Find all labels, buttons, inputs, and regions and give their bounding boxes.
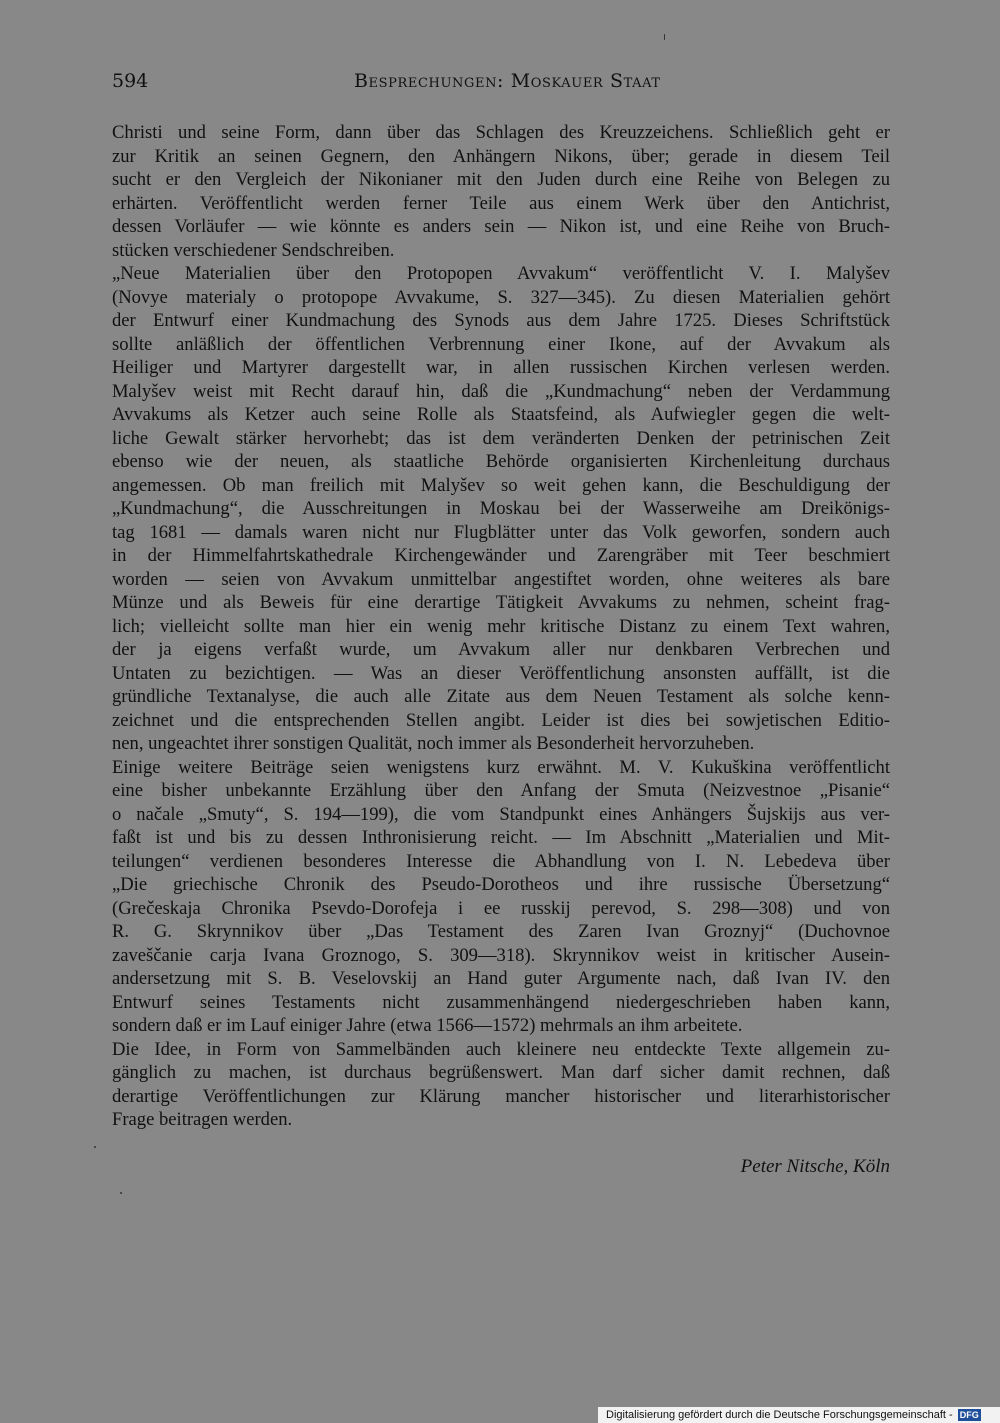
text-line: sondern daß er im Lauf einiger Jahre (etwa 1566—1572) mehrmals an ihm arbeitete. (112, 1015, 743, 1036)
text-line: angemessen. Ob man freilich mit Malyšev so weit gehen kann, die Beschuldigung der (112, 474, 890, 496)
text-line: Einige weitere Beiträge seien wenigstens kurz erwähnt. M. V. Kukuškina veröffentlicht (112, 756, 890, 778)
text-line: (Grečeskaja Chronika Psevdo-Dorofeja i ee russkij perevod, S. 298—308) und von (112, 897, 890, 919)
text-line: derartige Veröffentlichungen zur Klärung mancher historischer und literarhistorischer (112, 1085, 890, 1107)
running-head: Besprechungen: Moskauer Staat (354, 70, 661, 92)
text-line: tag 1681 — damals waren nicht nur Flugblätter unter das Volk geworfen, sondern auch (112, 521, 890, 543)
scan-mark (664, 34, 665, 40)
text-line: Münze und als Beweis für eine derartige Tätigkeit Avvakums zu nehmen, scheint frag- (112, 592, 890, 613)
text-line: ebenso wie der neuen, als staatliche Behörde organisierten Kirchenleitung durchaus (112, 451, 890, 472)
text-line: stücken verschiedener Sendschreiben. (112, 239, 395, 261)
text-line: sollte anläßlich der öffentlichen Verbrennung einer Ikone, auf der Avvakum als (112, 333, 890, 355)
text-line: (Novye materialy o protopope Avvakume, S. 327—345). Zu diesen Materialien gehört (112, 286, 890, 308)
scan-speck (120, 1192, 122, 1194)
text-line: nen, ungeachtet ihrer sonstigen Qualität, noch immer als Besonderheit hervorzuheben. (112, 733, 755, 754)
text-line: zeichnet und die entsprechenden Stellen angibt. Leider ist dies bei sowjetischen Editio- (112, 709, 890, 731)
dfg-logo-icon[interactable]: DFG (959, 1410, 979, 1421)
text-line: Malyšev weist mit Recht darauf hin, daß die „Kundmachung“ neben der Verdammung (112, 380, 890, 402)
text-line: Heiliger und Martyrer dargestellt war, in allen russischen Kirchen verlesen werden. (112, 357, 890, 378)
scan-speck (94, 1146, 96, 1148)
text-line: teilungen“ verdienen besonderes Interesse die Abhandlung von I. N. Lebedeva über (112, 850, 890, 872)
text-line: Frage beitragen werden. (112, 1109, 293, 1130)
text-line: Untaten zu bezichtigen. — Was an dieser Veröffentlichung ansonsten auffällt, ist die (112, 662, 890, 684)
text-line: dessen Vorläufer — wie könnte es anders sein — Nikon ist, und eine Reihe von Bruch- (112, 216, 890, 237)
text-line: der Entwurf einer Kundmachung des Synods aus dem Jahre 1725. Dieses Schriftstück (112, 310, 890, 331)
review-signature: Peter Nitsche, Köln (740, 1156, 890, 1177)
text-line: „Kundmachung“, die Ausschreitungen in Moskau bei der Wasserweihe am Dreikönigs- (112, 498, 890, 519)
text-line: Christi und seine Form, dann über das Schlagen des Kreuzzeichens. Schließlich geht er (112, 122, 890, 143)
text-line: gründliche Textanalyse, die auch alle Zitate aus dem Neuen Testament als solche kenn- (112, 686, 890, 707)
text-line: worden — seien von Avvakum unmittelbar angestiftet worden, ohne weiteres als bare (112, 568, 890, 590)
text-line: eine bisher unbekannte Erzählung über den Anfang der Smuta (Neizvestnoe „Pisanie“ (112, 780, 890, 801)
text-line: gänglich zu machen, ist durchaus begrüßenswert. Man darf sicher damit rechnen, daß (112, 1062, 890, 1083)
text-line: sucht er den Vergleich der Nikonianer mit den Juden durch eine Reihe von Belegen zu (112, 169, 890, 190)
text-line: o načale „Smuty“, S. 194—199), die vom Standpunkt eines Anhängers Šujskijs aus ver- (112, 803, 890, 825)
text-line: Die Idee, in Form von Sammelbänden auch kleinere neu entdeckte Texte allgemein zu- (112, 1038, 890, 1060)
text-line: R. G. Skrynnikov über „Das Testament des Zaren Ivan Groznyj“ (Duchovnoe (112, 921, 890, 942)
text-line: andersetzung mit S. B. Veselovskij an Hand guter Argumente nach, daß Ivan IV. den (112, 968, 890, 989)
text-line: Avvakums als Ketzer auch seine Rolle als Staatsfeind, als Aufwiegler gegen die welt- (112, 404, 890, 425)
text-line: Entwurf seines Testaments nicht zusammenhängend niedergeschrieben haben kann, (112, 991, 890, 1013)
text-line: liche Gewalt stärker hervorhebt; das ist dem veränderten Denken der petrinischen Zeit (112, 427, 890, 449)
text-line: lich; vielleicht sollte man hier ein wenig mehr kritische Distanz zu einem Text wahren, (112, 615, 890, 637)
text-line: „Die griechische Chronik des Pseudo-Dorotheos und ihre russische Übersetzung“ (112, 874, 890, 895)
text-line: der ja eigens verfaßt wurde, um Avvakum aller nur denkbaren Verbrechen und (112, 639, 890, 660)
body-text (112, 121, 890, 1132)
text-line: zaveščanie carja Ivana Groznogo, S. 309—318). Skrynnikov weist in kritischer Ausein- (112, 944, 890, 966)
text-line: in der Himmelfahrtskathedrale Kirchengewänder und Zarengräber mit Teer beschmiert (112, 545, 890, 566)
text-line: „Neue Materialien über den Protopopen Avvakum“ veröffentlicht V. I. Malyšev (112, 263, 890, 284)
text-line: erhärten. Veröffentlicht werden ferner Teile aus einem Werk über den Antichrist, (112, 192, 890, 214)
text-line: zur Kritik an seinen Gegnern, den Anhängern Nikons, über; gerade in diesem Teil (112, 145, 890, 167)
page-header (112, 66, 890, 96)
page-number: 594 (112, 70, 149, 92)
text-line: faßt ist und bis zu dessen Inthronisierung reicht. — Im Abschnitt „Materialien und Mit- (112, 827, 890, 848)
footer-text: Digitalisierung gefördert durch die Deutsche Forschungsgemeinschaft - (606, 1409, 953, 1421)
digitization-footer (598, 1407, 1000, 1423)
